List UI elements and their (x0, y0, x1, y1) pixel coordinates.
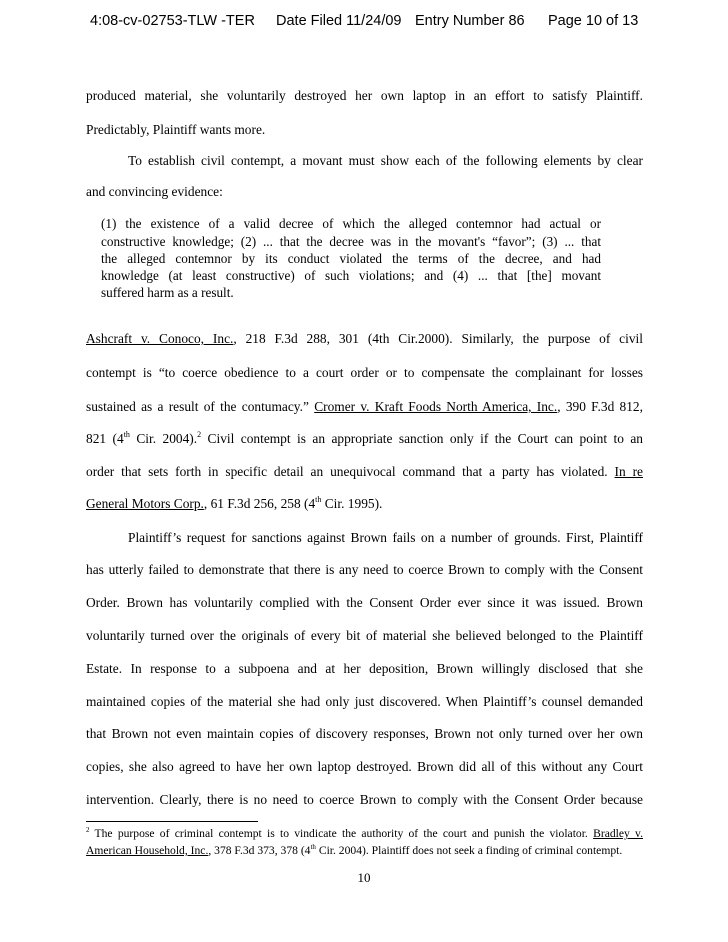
body-line: To establish civil contempt, a movant must show each of the following elements by clear (128, 153, 643, 168)
case-number: 4:08-cv-02753-TLW -TER (90, 13, 255, 29)
case-citation: General Motors Corp. (86, 496, 204, 511)
quote-line: suffered harm as a result. (101, 285, 234, 300)
body-line: 821 (4th Cir. 2004).$^2$ Civil contempt is an appropriate sanction only if the Court can point to an (86, 430, 643, 446)
page-number: 10 (357, 870, 371, 885)
body-line: Predictably, Plaintiff wants more. (86, 122, 266, 137)
case-citation: Cromer v. Kraft Foods North America, Inc. (314, 399, 558, 414)
body-line: General Motors Corp., 61 F.3d 256, 258 (4th Cir. 1995). (86, 495, 383, 511)
footnote-marker: 2 (86, 826, 90, 834)
case-citation: Ashcraft v. Conoco, Inc. (86, 331, 234, 346)
body-line: Plaintiff’s request for sanctions against Brown fails on a number of grounds. First, Plaintiff (128, 530, 643, 545)
case-citation: Bradley v. (593, 827, 643, 840)
footnote-reference: 2 (197, 430, 202, 439)
quote-line: constructive knowledge; (2) ... that the decree was in the movant's “favor”; (3) ... that (101, 234, 601, 249)
footnote-divider (86, 821, 258, 822)
filing-header (90, 13, 650, 93)
quote-line: (1) the existence of a valid decree of which the alleged contemnor had actual or (101, 216, 601, 231)
body-line: Ashcraft v. Conoco, Inc., 218 F.3d 288, 301 (4th Cir.2000). Similarly, the purpose of civil (86, 331, 643, 346)
body-line: and convincing evidence: (86, 184, 223, 199)
quote-line: knowledge (at least constructive) of such violations; and (4) ... that [the] movant (101, 268, 601, 283)
page-of-pages: Page 10 of 13 (548, 13, 639, 29)
body-line: Estate. In response to a subpoena and at her deposition, Brown willingly disclosed that she (86, 661, 643, 676)
body-line: order that sets forth in specific detail an unequivocal command that a party has violated. In re (86, 464, 643, 479)
entry-number: Entry Number 86 (415, 13, 525, 29)
footnote-line: $^2$ The purpose of criminal contempt is to vindicate the authority of the court and punish the violator. Bradley v. (86, 826, 643, 840)
body-line: voluntarily turned over the originals of every bit of material she believed belonged to the Plaintiff (86, 628, 643, 643)
body-line: has utterly failed to demonstrate that there is any need to coerce Brown to comply with the Consent (86, 562, 643, 577)
body-line: maintained copies of the material she had only just discovered. When Plaintiff’s counsel demanded (86, 694, 643, 709)
body-line: that Brown not even maintain copies of discovery responses, Brown not only turned over her own (86, 726, 643, 741)
date-filed: Date Filed 11/24/09 (276, 13, 402, 29)
body-line: Order. Brown has voluntarily complied with the Consent Order ever since it was issued. Brown (86, 595, 643, 610)
body-line: intervention. Clearly, there is no need to coerce Brown to comply with the Consent Order because (86, 792, 643, 807)
case-citation: American Household, Inc. (86, 844, 209, 857)
case-citation: In re (614, 464, 643, 479)
quote-line: the alleged contemnor by its conduct violated the terms of the decree, and had (101, 251, 601, 266)
body-line: produced material, she voluntarily destroyed her own laptop in an effort to satisfy Plaintiff. (86, 88, 643, 103)
body-line: contempt is “to coerce obedience to a court order or to compensate the complainant for losses (86, 365, 643, 380)
footnote-line: American Household, Inc., 378 F.3d 373, 378 (4th Cir. 2004). Plaintiff does not seek a finding of criminal contempt. (86, 843, 623, 857)
body-line: copies, she also agreed to have her own laptop destroyed. Brown did all of this without any Court (86, 759, 643, 774)
body-line: sustained as a result of the contumacy.” Cromer v. Kraft Foods North America, Inc., 390 F.3d 812, (86, 399, 643, 414)
